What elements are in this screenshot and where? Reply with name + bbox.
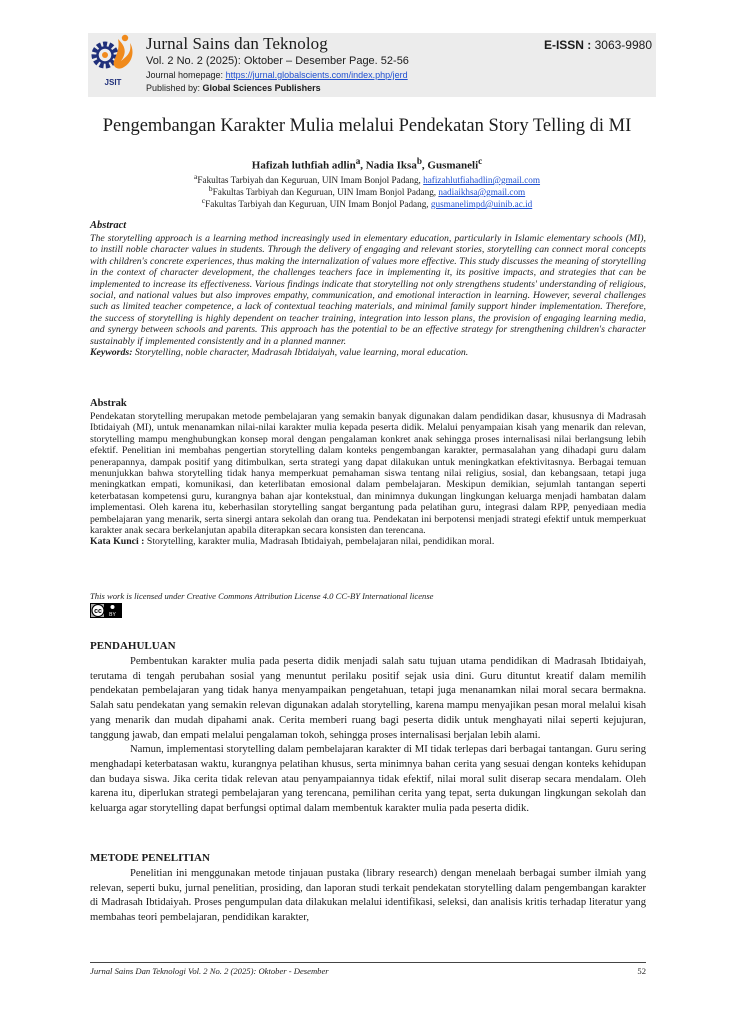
footer-citation: Jurnal Sains Dan Teknologi Vol. 2 No. 2 (2025): Oktober - Desember	[90, 966, 329, 976]
license-text: This work is licensed under Creative Commons Attribution License 4.0 CC-BY International license	[90, 591, 434, 601]
abstract-en	[90, 233, 646, 358]
affiliation-c	[0, 196, 734, 209]
abstrak-heading: Abstrak	[90, 398, 127, 409]
abstract-id	[90, 411, 646, 548]
publisher-label: Published by:	[146, 83, 203, 93]
homepage-link[interactable]: https://jurnal.globalscients.com/index.php/jerd	[225, 70, 408, 80]
section-heading-intro: PENDAHULUAN	[90, 640, 176, 652]
cc-by-badge[interactable]	[90, 603, 122, 618]
kata-kunci-label: Kata Kunci :	[90, 536, 145, 548]
paper-title: Pengembangan Karakter Mulia melalui Pendekatan Story Telling di MI	[102, 116, 632, 136]
author-name: Gusmaneli	[427, 159, 479, 172]
email-link[interactable]: hafizahlutfiahadlin@gmail.com	[423, 175, 541, 186]
keywords-label: Keywords:	[90, 347, 133, 359]
abstract-heading: Abstract	[90, 220, 127, 231]
keywords: Storytelling, noble character, Madrasah Ibtidaiyah, value learning, moral education.	[132, 347, 469, 359]
volume-line: Vol. 2 No. 2 (2025): Oktober – Desember Page. 52-56	[146, 55, 409, 67]
issn-label: E-ISSN :	[543, 38, 595, 52]
author-sup: c	[478, 156, 483, 166]
paragraph: Pembentukan karakter mulia pada peserta didik menjadi salah satu tujuan utama pendidikan di Madrasah Ibtidaiyah, terutama di tengah perubahan sosial yang menuntut perilaku positif sejak usia dini. Guru dituntut kreatif dalam memilih pendekatan pembelajaran yang tidak hanya menyampaikan pengetahuan, tetapi juga menanamkan nilai moral secara bermakna. Salah satu pendekatan yang semakin relevan digunakan adalah storytelling, karena mampu menyajikan pesan moral melalui kisah yang menarik dan mudah dipahami anak. Cerita memberi ruang bagi peserta didik untuk menghayati nilai seperti kejujuran, tanggung jawab, dan empati melalui pengalaman tokoh, sehingga proses internalisasi berjalan lebih alami.	[90, 656, 646, 741]
publisher-line	[146, 83, 321, 93]
section-heading-method: METODE PENELITIAN	[90, 852, 210, 864]
aff-sup: b	[208, 184, 213, 193]
email-link[interactable]: gusmanelimpd@uinib.ac.id	[430, 199, 533, 210]
issn-number: 3063-9980	[594, 38, 652, 52]
page-number: 52	[637, 966, 646, 976]
author-name: Hafizah luthfiah adlin	[251, 159, 356, 172]
issn	[544, 38, 652, 52]
cc-icon: cc	[94, 608, 102, 616]
author-name: Nadia Iksa	[365, 159, 417, 172]
journal-homepage	[146, 70, 408, 80]
kata-kunci: Storytelling, karakter mulia, Madrasah Ibtidaiyah, pembelajaran nilai, pendidikan moral.	[144, 536, 495, 548]
paragraph: Penelitian ini menggunakan metode tinjauan pustaka (library research) dengan menelaah berbagai sumber ilmiah yang relevan, seperti buku, jurnal penelitian, prosiding, dan laporan studi terkait pendekatan storytelling dalam pengembangan karakter di Madrasah Ibtidaiyah. Proses pengumpulan data dilakukan melalui identifikasi, seleksi, dan analisis kritis terhadap literatur yang membahas teori pembelajaran, pendidikan karakter,	[90, 868, 646, 924]
aff-sup: a	[193, 172, 198, 181]
journal-logo	[88, 33, 138, 97]
aff-text: Fakultas Tarbiyah dan Keguruan, UIN Imam Bonjol Padang,	[212, 187, 439, 198]
aff-text: Fakultas Tarbiyah dan Keguruan, UIN Imam Bonjol Padang,	[197, 175, 424, 186]
aff-sup: c	[201, 196, 206, 205]
aff-text: Fakultas Tarbiyah dan Keguruan, UIN Imam Bonjol Padang,	[205, 199, 431, 210]
publisher-name: Global Sciences Publishers	[202, 83, 321, 93]
method-body	[90, 867, 646, 926]
logo-text: JSIT	[104, 78, 122, 87]
author-sup: b	[416, 156, 422, 166]
author-list: Hafizah luthfiah adlin$^a$, Nadia Iksa$^b$, Gusmaneli$^c$	[251, 156, 483, 172]
by-icon: BY	[109, 612, 116, 618]
email-link[interactable]: nadiaikhsa@gmail.com	[438, 187, 526, 198]
footer-divider	[90, 962, 646, 963]
abstract-id-text: Pendekatan storytelling merupakan metode pembelajaran yang semakin banyak digunakan dalam pendidikan dasar, khususnya di Madrasah Ibtidaiyah (MI), untuk menanamkan nilai-nilai karakter mulia kepada peserta didik. Melalui penyampaian kisah yang menarik dan relevan, storytelling mampu menghubungkan konsep moral dengan pengalaman konkret anak sehingga proses internalisasi nilai berlangsung lebih efektif. Penelitian ini membahas pengertian storytelling dalam konteks pengembangan karakter, permasalahan yang dihadapi guru dalam penerapannya, dampak positif yang ditimbulkan, serta strategi yang dapat dilakukan untuk meningkatkan efektivitasnya. Berbagai temuan menunjukkan bahwa storytelling tidak hanya memperkuat pemahaman siswa tentang nilai religius, sosial, dan kebangsaan, tetapi juga meningkatkan empati, komunikasi, dan keterlibatan emosional dalam pembelajaran. Meskipun demikian, sejumlah tantangan seperti keterbatasan kompetensi guru, kurangnya bahan ajar kontekstual, dan minimnya dukungan lingkungan keluarga menjadi hambatan dalam implementasi. Oleh karena itu, keberhasilan storytelling sangat bergantung pada pelatihan guru, integrasi dalam RPP, penyediaan media pembelajaran yang menarik, serta sinergi antara sekolah dan orang tua. Pendekatan ini berpotensi menjadi strategi efektif untuk memperkuat karakter anak secara berkelanjutan apabila diterapkan secara konsisten dan terencana.	[90, 411, 646, 537]
homepage-label: Journal homepage:	[146, 70, 226, 80]
intro-body	[90, 655, 646, 817]
journal-title: Jurnal Sains dan Teknolog	[146, 34, 328, 53]
abstract-en-text: The storytelling approach is a learning method increasingly used in elementary education, particularly in Islamic elementary schools (MI), to instill noble character values in students. Through the delivery of engaging and relevant stories, storytelling can connect moral concepts with children's concrete experiences, thus making the internalization of values more effective. This study discusses the meaning of storytelling in the context of character development, the challenges teachers face in implementing it, its positive impacts, and strategies that can be implemented to increase its effectiveness. Various findings indicate that storytelling not only strengthens students' understanding of religious, social, and national values but also improves empathy, communication, and emotional interaction in learning. However, several challenges such as limited teacher competence, a lack of contextual teaching materials, and minimal family support hinder implementation. Therefore, the success of storytelling is highly dependent on teacher training, integration into lesson plans, the provision of engaging learning media, and synergy between schools and parents. This approach has the potential to be an effective strategy for strengthening children's character sustainably if implemented consistently and in a planned manner.	[90, 233, 646, 347]
paragraph: Namun, implementasi storytelling dalam pembelajaran karakter di MI tidak terlepas dari berbagai tantangan. Guru sering menghadapi keterbatasan waktu, kurangnya pelatihan khusus, serta minimnya bahan cerita yang sesuai dengan konteks kehidupan dan budaya siswa. Jika cerita tidak relevan atau penyampaiannya tidak efektif, nilai moral sulit diserap secara mendalam. Oleh karena itu, diperlukan strategi pembelajaran yang terencana, pemilihan cerita yang tepat, serta dukungan lingkungan sekolah dan keluarga agar storytelling dapat berfungsi optimal dalam membentuk karakter mulia pada peserta didik.	[90, 744, 646, 815]
author-sup: a	[355, 156, 361, 166]
